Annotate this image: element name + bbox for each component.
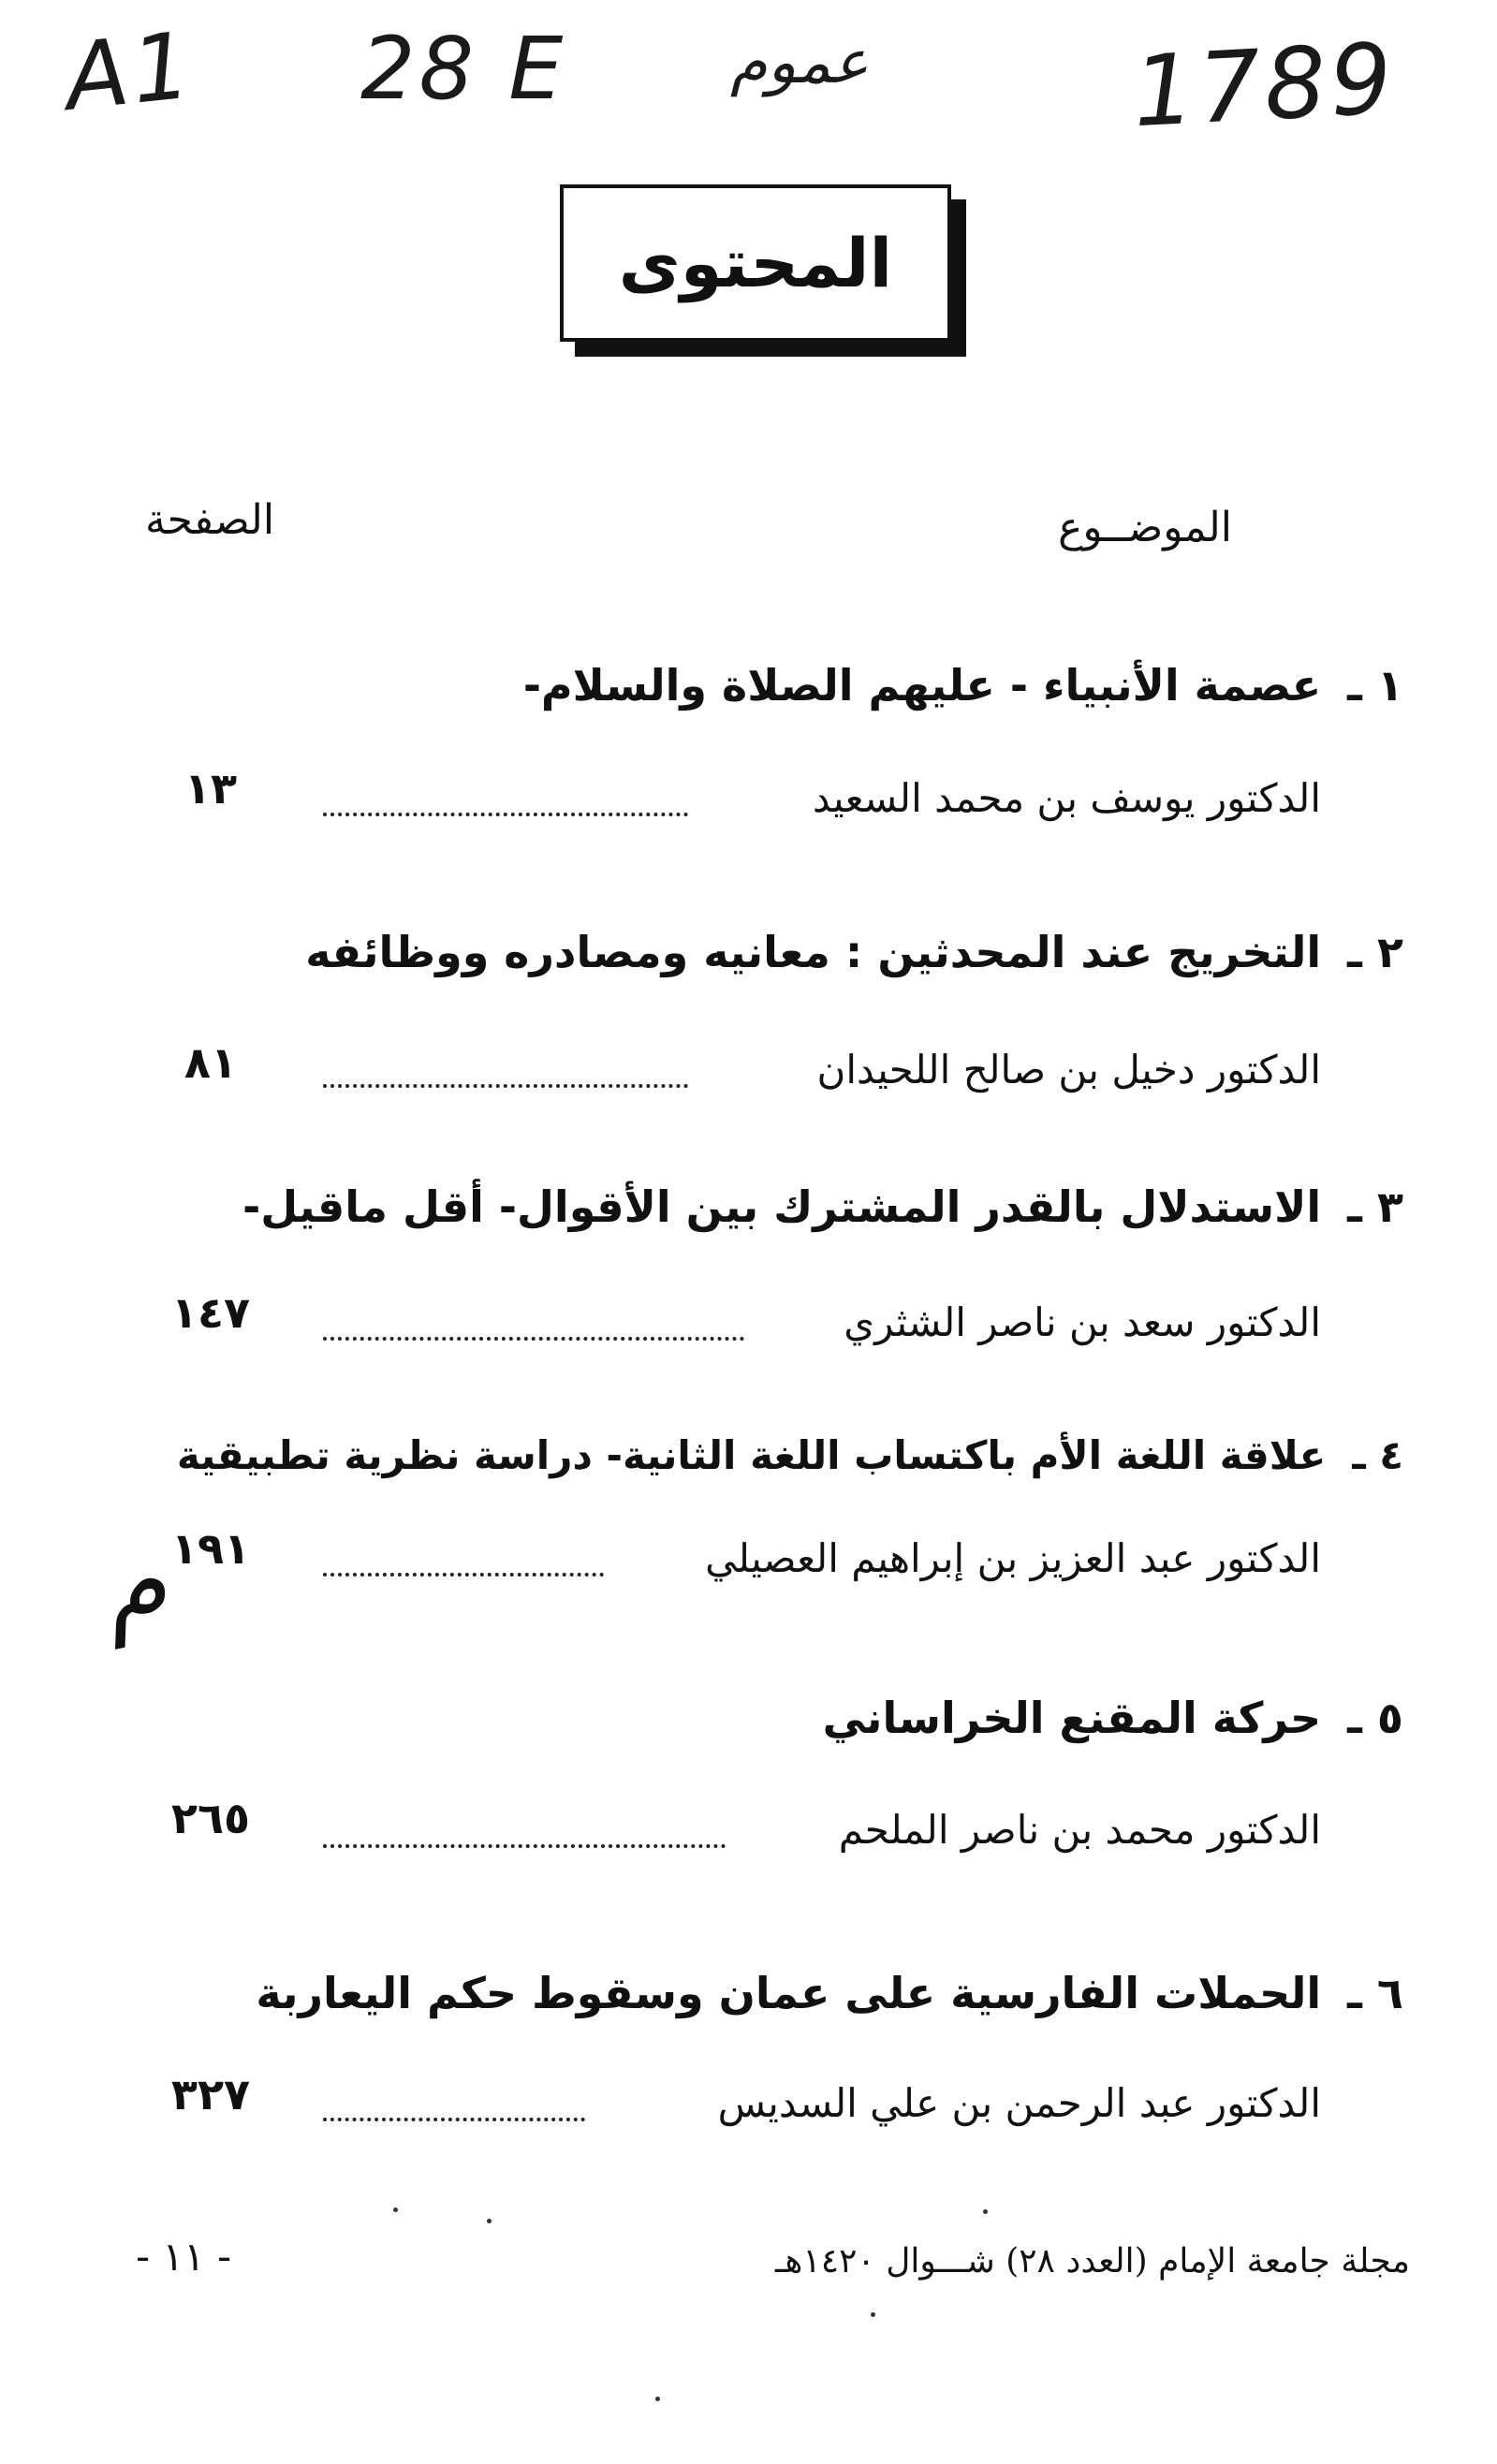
entry-number-2: ٢ ـ: [1347, 927, 1403, 977]
entry-title-1: [233, 660, 1403, 711]
handwritten-word: عموم: [730, 28, 869, 97]
leader-dots-2: [323, 1084, 688, 1088]
entry-author-3: الدكتور سعد بن ناصر الشثري: [844, 1299, 1321, 1345]
handwritten-number: 1789: [1129, 21, 1399, 150]
leader-dots-1: [323, 813, 688, 816]
entry-page-3: ١٤٧: [170, 1287, 251, 1338]
entry-number-3: ٣ ـ: [1347, 1181, 1403, 1232]
leader-dots-3: [323, 1337, 744, 1341]
title-box: [560, 184, 951, 342]
entry-number-4: ٤ ـ: [1352, 1432, 1403, 1478]
entry-author-6: الدكتور عبد الرحمن بن علي السديس: [717, 2080, 1321, 2126]
entry-number-1: ١ ـ: [1347, 660, 1403, 711]
entry-author-1: الدكتور يوسف بن محمد السعيد: [812, 775, 1321, 821]
scan-speck: [871, 2312, 875, 2317]
handwritten-margin-mark: م: [89, 1518, 177, 1650]
entry-title-text-3: الاستدلال بالقدر المشترك بين الأقوال- أقل ماقيل-: [242, 1181, 1322, 1232]
scan-speck: [393, 2207, 398, 2212]
scan-speck: [487, 2219, 492, 2223]
entry-page-1: ١٣: [183, 763, 238, 814]
entry-number-6: ٦ ـ: [1347, 1968, 1403, 2018]
entry-page-4: ١٩١: [170, 1523, 251, 1574]
entry-title-6: [233, 1968, 1403, 2018]
entry-page-5: ٢٦٥: [170, 1793, 251, 1843]
handwritten-code: 28 E: [360, 19, 567, 119]
scan-speck: [983, 2209, 988, 2214]
footer-page-number: - ١١ -: [136, 2234, 232, 2280]
entry-number-5: ٥ ـ: [1347, 1693, 1403, 1743]
entry-page-2: ٨١: [183, 1037, 238, 1088]
entry-author-4: الدكتور عبد العزيز بن إبراهيم العصيلي: [705, 1535, 1321, 1581]
entry-title-4: [176, 1432, 1403, 1478]
entry-author-5: الدكتور محمد بن ناصر الملحم: [838, 1807, 1321, 1853]
page-title: المحتوى: [618, 224, 893, 302]
leader-dots-4: [323, 1573, 604, 1577]
entry-title-text-2: التخريج عند المحدثين : معانيه ومصادره ووظائفه: [305, 927, 1322, 977]
header-topic: الموضــوع: [1058, 504, 1232, 551]
entry-title-text-1: عصمة الأنبياء - عليهم الصلاة والسلام-: [522, 660, 1322, 711]
entry-title-text-5: حركة المقنع الخراساني: [822, 1693, 1322, 1743]
entry-title-5: [233, 1693, 1403, 1743]
entry-page-6: ٣٢٧: [170, 2069, 251, 2119]
entry-author-2: الدكتور دخيل بن صالح اللحيدان: [816, 1047, 1321, 1093]
footer-journal: مجلة جامعة الإمام (العدد ٢٨) شـــوال ١٤٢٠هـ: [774, 2242, 1410, 2281]
entry-title-text-4: علاقة اللغة الأم باكتساب اللغة الثانية- دراسة نظرية تطبيقية: [176, 1432, 1327, 1478]
handwritten-a1: A1: [60, 12, 199, 132]
entry-title-text-6: الحملات الفارسية على عمان وسقوط حكم اليعاربة: [256, 1968, 1322, 2018]
leader-dots-6: [323, 2118, 585, 2121]
leader-dots-5: [323, 1844, 726, 1848]
entry-title-2: [233, 927, 1403, 977]
header-page: الصفحة: [145, 496, 275, 544]
scan-speck: [655, 2397, 660, 2401]
entry-title-3: [233, 1181, 1403, 1232]
